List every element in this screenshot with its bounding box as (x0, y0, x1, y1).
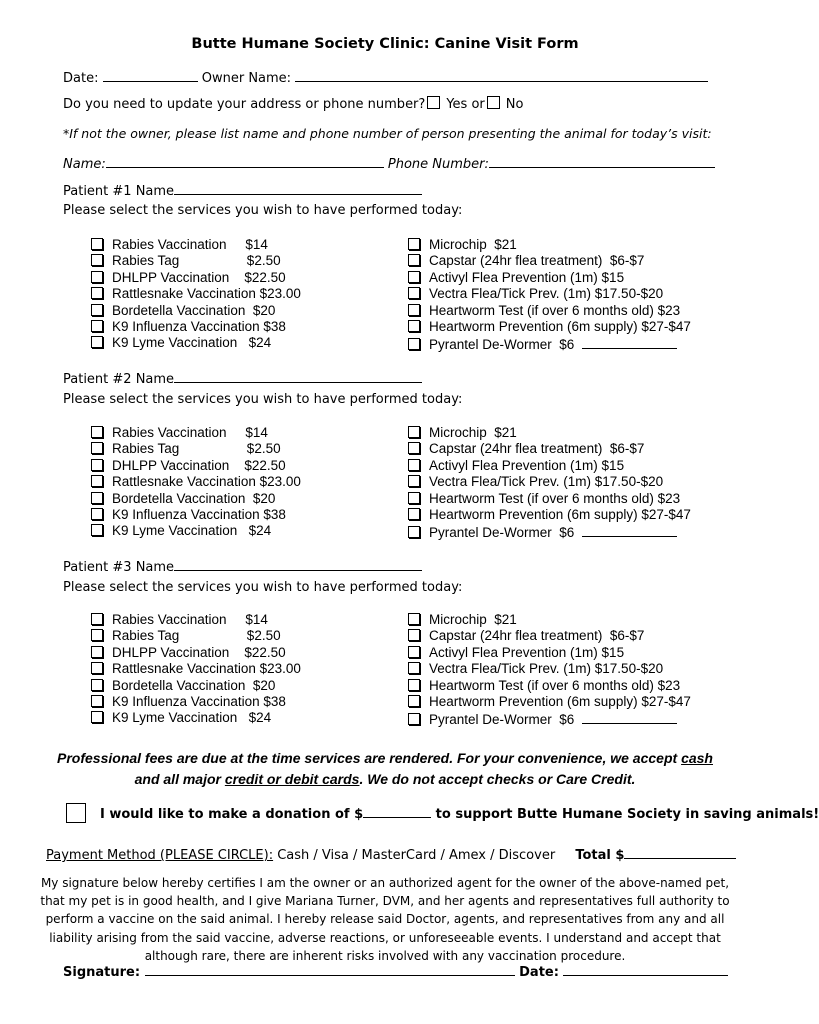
no-label: No (505, 97, 524, 112)
service-label: Bordetella Vaccination $20 (112, 677, 276, 693)
service-checkbox[interactable] (91, 442, 103, 454)
service-label: Capstar (24hr flea treatment) $6-$7 (429, 628, 645, 644)
service-label: Rabies Vaccination $14 (112, 425, 268, 440)
total-label: Total $ (575, 848, 625, 863)
service-item-capstar-24hr-flea-treatment[interactable] (408, 253, 691, 269)
service-checkbox[interactable] (91, 320, 103, 332)
date-label: Date: (63, 71, 99, 86)
consent-statement: My signature below hereby certifies I am the owner or an authorized agent for the owner of the above-named pet, that my pet is in good health, and I give Mariana Turner, DVM, and her agents and representatives full authority to perform a vaccine on the said animal. I hereby release said Doctor, agents, and representatives from any and all liability arising from the said vaccine, adverse reactions, or unforeseeable events. I understand and accept that although rare, there are inherent risks involved with any vaccination procedure. (40, 876, 730, 963)
service-item-rabies-tag[interactable] (91, 441, 301, 457)
service-label: Microchip $21 (429, 425, 517, 440)
service-item-k9-influenza-vaccination[interactable] (91, 319, 301, 335)
service-label: Bordetella Vaccination $20 (112, 490, 276, 506)
service-label: Heartworm Test (if over 6 months old) $23 (429, 302, 681, 318)
service-label: Heartworm Prevention (6m supply) $27-$47 (429, 319, 691, 335)
service-item-capstar-24hr-flea-treatment[interactable] (408, 441, 691, 457)
update-question: Do you need to update your address or phone number? (63, 97, 426, 112)
service-checkbox[interactable] (91, 492, 103, 504)
service-checkbox[interactable] (91, 254, 103, 266)
notice-credit: credit or debit cards (224, 771, 360, 787)
service-checkbox[interactable] (91, 629, 103, 641)
service-label: Rattlesnake Vaccination $23.00 (112, 661, 301, 677)
service-item-heartworm-prevention-6m-supply[interactable] (408, 319, 691, 335)
donation-text-after: to support Butte Humane Society in saving animals! (431, 807, 819, 822)
service-checkbox[interactable] (408, 475, 420, 487)
service-item-bordetella-vaccination[interactable] (91, 678, 301, 694)
service-label: Rabies Vaccination $14 (112, 612, 268, 627)
signature-label: Signature: (63, 965, 141, 980)
service-label: DHLPP Vaccination $22.50 (112, 457, 286, 473)
service-checkbox[interactable] (91, 646, 103, 658)
service-label: K9 Influenza Vaccination $38 (112, 694, 286, 710)
service-item-rabies-vaccination[interactable] (91, 425, 301, 441)
date-field[interactable] (103, 68, 198, 82)
payment-method-label: Payment Method (PLEASE CIRCLE): (46, 848, 274, 863)
service-item-microchip[interactable] (408, 425, 691, 441)
signature-date-label: Date: (519, 965, 559, 980)
service-label: Rabies Tag $2.50 (112, 441, 281, 457)
service-checkbox[interactable] (408, 254, 420, 266)
donation-text-before: I would like to make a donation of $ (100, 807, 364, 822)
service-label: Capstar (24hr flea treatment) $6-$7 (429, 253, 645, 269)
service-label: Heartworm Test (if over 6 months old) $23 (429, 490, 681, 506)
date-owner-row (63, 68, 708, 86)
service-item-capstar-24hr-flea-treatment[interactable] (408, 628, 691, 644)
payment-notice (40, 748, 730, 790)
service-label: K9 Influenza Vaccination $38 (112, 507, 286, 523)
yes-label: Yes (446, 97, 468, 112)
service-item-rabies-vaccination[interactable] (91, 612, 301, 628)
service-item-heartworm-prevention-6m-supply[interactable] (408, 507, 691, 523)
notice-part-3: . We do not accept checks or Care Credit. (359, 771, 636, 787)
non-owner-note: *If not the owner, please list name and phone number of person presenting the animal for today’s visit: (63, 126, 712, 141)
service-checkbox[interactable] (91, 524, 103, 536)
service-item-k9-lyme-vaccination[interactable] (91, 335, 301, 351)
service-label: Activyl Flea Prevention (1m) $15 (429, 457, 625, 473)
or-label: or (471, 97, 485, 112)
patient-2-services-right (408, 425, 691, 542)
presenter-name-label: Name: (63, 157, 106, 172)
service-item-rattlesnake-vaccination[interactable] (91, 286, 301, 302)
payment-method-row (46, 845, 736, 863)
service-item-activyl-flea-prevention-1m[interactable] (408, 270, 691, 286)
service-item-vectra-flea-tick-prev-1m[interactable] (408, 661, 691, 677)
service-item-vectra-flea-tick-prev-1m[interactable] (408, 286, 691, 302)
patient-3-services-left (91, 612, 301, 727)
service-label: K9 Lyme Vaccination $24 (112, 523, 272, 539)
patient-1-services-right (408, 237, 691, 354)
notice-part-2: and all major (134, 771, 225, 787)
service-checkbox[interactable] (408, 646, 420, 658)
payment-options[interactable]: Cash / Visa / MasterCard / Amex / Discover (277, 848, 556, 863)
patient-2-services-left (91, 425, 301, 540)
service-checkbox[interactable] (408, 679, 420, 691)
service-item-rabies-tag[interactable] (91, 253, 301, 269)
service-item-bordetella-vaccination[interactable] (91, 491, 301, 507)
service-item-microchip[interactable] (408, 237, 691, 253)
total-field[interactable] (624, 845, 736, 859)
yes-checkbox[interactable] (427, 96, 440, 109)
service-label: Microchip $21 (429, 237, 517, 252)
service-checkbox[interactable] (408, 287, 420, 299)
service-label: Rattlesnake Vaccination $23.00 (112, 286, 301, 302)
patient-3-prompt: Please select the services you wish to have performed today: (63, 580, 463, 595)
service-item-rattlesnake-vaccination[interactable] (91, 474, 301, 490)
service-item-pyrantel-de-wormer[interactable] (408, 335, 691, 353)
service-checkbox[interactable] (91, 679, 103, 691)
service-checkbox[interactable] (91, 426, 103, 438)
service-item-rabies-tag[interactable] (91, 628, 301, 644)
service-checkbox[interactable] (408, 271, 420, 283)
patient-3-name-field[interactable] (174, 557, 422, 571)
service-item-vectra-flea-tick-prev-1m[interactable] (408, 474, 691, 490)
service-item-heartworm-test-if-over-6-months-old[interactable] (408, 303, 691, 319)
service-checkbox[interactable] (408, 713, 420, 725)
service-item-activyl-flea-prevention-1m[interactable] (408, 458, 691, 474)
service-label: Rattlesnake Vaccination $23.00 (112, 474, 301, 490)
no-checkbox[interactable] (487, 96, 500, 109)
service-item-heartworm-prevention-6m-supply[interactable] (408, 694, 691, 710)
service-checkbox[interactable] (408, 338, 420, 350)
service-item-activyl-flea-prevention-1m[interactable] (408, 645, 691, 661)
service-item-k9-influenza-vaccination[interactable] (91, 507, 301, 523)
service-checkbox[interactable] (408, 459, 420, 471)
service-label: Rabies Tag $2.50 (112, 628, 281, 644)
service-item-k9-influenza-vaccination[interactable] (91, 694, 301, 710)
service-label: Rabies Vaccination $14 (112, 237, 268, 252)
service-label: K9 Lyme Vaccination $24 (112, 710, 272, 726)
service-label: Rabies Tag $2.50 (112, 253, 281, 269)
patient-2-name-label: Patient #2 Name (63, 372, 175, 387)
signature-row (63, 962, 728, 980)
owner-name-label: Owner Name: (201, 71, 292, 86)
signature-date-field[interactable] (563, 962, 728, 976)
form-title: Butte Humane Society Clinic: Canine Visit Form (191, 36, 579, 52)
service-label: Heartworm Prevention (6m supply) $27-$47 (429, 694, 691, 710)
service-label: DHLPP Vaccination $22.50 (112, 269, 286, 285)
service-checkbox[interactable] (408, 613, 420, 625)
owner-name-field[interactable] (295, 68, 708, 82)
service-item-dhlpp-vaccination[interactable] (91, 270, 301, 286)
service-checkbox[interactable] (91, 238, 103, 250)
service-label: Vectra Flea/Tick Prev. (1m) $17.50-$20 (429, 286, 664, 302)
patient-1-services-left (91, 237, 301, 352)
presenter-phone-field[interactable] (489, 154, 715, 168)
donation-row (66, 803, 819, 823)
service-checkbox[interactable] (408, 442, 420, 454)
service-item-heartworm-test-if-over-6-months-old[interactable] (408, 678, 691, 694)
service-label: Vectra Flea/Tick Prev. (1m) $17.50-$20 (429, 474, 664, 490)
service-checkbox[interactable] (408, 695, 420, 707)
patient-1-name-row (63, 181, 422, 199)
service-label: K9 Influenza Vaccination $38 (112, 319, 286, 335)
service-label: Microchip $21 (429, 612, 517, 627)
service-label: Pyrantel De-Wormer $6 (429, 525, 575, 541)
service-checkbox[interactable] (91, 711, 103, 723)
patient-3-services-right (408, 612, 691, 729)
service-checkbox[interactable] (91, 287, 103, 299)
dewormer-quantity-field[interactable] (582, 523, 677, 537)
service-item-rabies-vaccination[interactable] (91, 237, 301, 253)
presenter-row (63, 154, 715, 172)
service-item-rattlesnake-vaccination[interactable] (91, 661, 301, 677)
notice-part-1: Professional fees are due at the time services are rendered. For your convenience, we accept (57, 750, 682, 766)
service-item-heartworm-test-if-over-6-months-old[interactable] (408, 491, 691, 507)
service-checkbox[interactable] (408, 508, 420, 520)
service-checkbox[interactable] (91, 695, 103, 707)
service-label: Vectra Flea/Tick Prev. (1m) $17.50-$20 (429, 661, 664, 677)
service-checkbox[interactable] (408, 492, 420, 504)
service-label: Heartworm Prevention (6m supply) $27-$47 (429, 507, 691, 523)
patient-1-name-label: Patient #1 Name (63, 184, 175, 199)
service-label: Heartworm Test (if over 6 months old) $23 (429, 677, 681, 693)
service-checkbox[interactable] (408, 320, 420, 332)
service-checkbox[interactable] (408, 526, 420, 538)
service-checkbox[interactable] (408, 629, 420, 641)
service-item-dhlpp-vaccination[interactable] (91, 458, 301, 474)
service-item-k9-lyme-vaccination[interactable] (91, 710, 301, 726)
service-checkbox[interactable] (408, 304, 420, 316)
service-checkbox[interactable] (91, 459, 103, 471)
service-label: K9 Lyme Vaccination $24 (112, 335, 272, 351)
update-contact-row (63, 96, 523, 112)
donation-checkbox[interactable] (66, 803, 86, 823)
donation-amount-field[interactable] (363, 804, 431, 818)
patient-3-name-label: Patient #3 Name (63, 560, 175, 575)
service-item-microchip[interactable] (408, 612, 691, 628)
service-checkbox[interactable] (91, 508, 103, 520)
service-label: Capstar (24hr flea treatment) $6-$7 (429, 441, 645, 457)
service-label: Pyrantel De-Wormer $6 (429, 712, 575, 728)
service-item-k9-lyme-vaccination[interactable] (91, 523, 301, 539)
service-checkbox[interactable] (408, 426, 420, 438)
patient-1-name-field[interactable] (174, 181, 422, 195)
dewormer-quantity-field[interactable] (582, 335, 677, 349)
patient-2-prompt: Please select the services you wish to have performed today: (63, 392, 463, 407)
service-checkbox[interactable] (91, 271, 103, 283)
patient-2-name-row (63, 369, 422, 387)
service-checkbox[interactable] (91, 475, 103, 487)
signature-field[interactable] (145, 962, 515, 976)
service-item-pyrantel-de-wormer[interactable] (408, 523, 691, 541)
service-label: Activyl Flea Prevention (1m) $15 (429, 269, 625, 285)
notice-cash: cash (681, 750, 713, 766)
presenter-phone-label: Phone Number: (387, 157, 489, 172)
patient-1-prompt: Please select the services you wish to have performed today: (63, 203, 463, 218)
service-checkbox[interactable] (408, 662, 420, 674)
service-item-bordetella-vaccination[interactable] (91, 303, 301, 319)
service-checkbox[interactable] (91, 662, 103, 674)
service-label: DHLPP Vaccination $22.50 (112, 644, 286, 660)
service-label: Pyrantel De-Wormer $6 (429, 337, 575, 353)
service-checkbox[interactable] (91, 304, 103, 316)
service-label: Activyl Flea Prevention (1m) $15 (429, 644, 625, 660)
service-checkbox[interactable] (91, 613, 103, 625)
dewormer-quantity-field[interactable] (582, 710, 677, 724)
presenter-name-field[interactable] (106, 154, 384, 168)
service-checkbox[interactable] (408, 238, 420, 250)
service-item-pyrantel-de-wormer[interactable] (408, 710, 691, 728)
service-item-dhlpp-vaccination[interactable] (91, 645, 301, 661)
patient-3-name-row (63, 557, 422, 575)
service-checkbox[interactable] (91, 336, 103, 348)
service-label: Bordetella Vaccination $20 (112, 302, 276, 318)
patient-2-name-field[interactable] (174, 369, 422, 383)
